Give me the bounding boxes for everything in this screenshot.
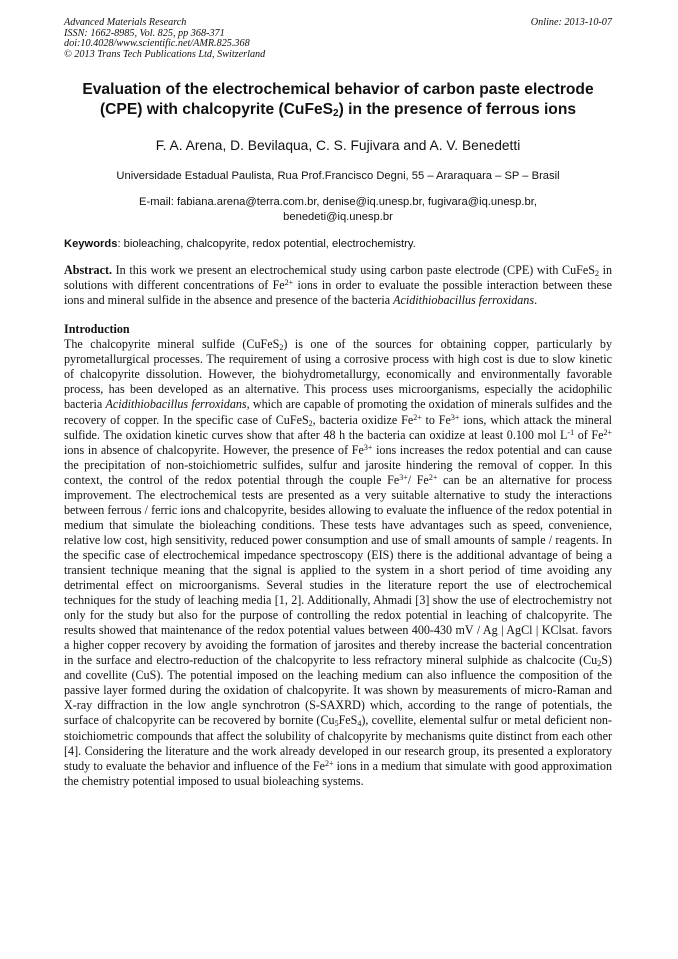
intro-sup: 3+ [399,472,408,482]
intro-sup: 3+ [363,442,373,452]
abstract-text: ions in order to evaluate the possible interaction between these ions and mineral sulfide in the absence and presence of the bacteria [64,278,612,308]
title-subscript: 2 [333,108,339,119]
journal-doi: doi:10.4028/www.scientific.net/AMR.825.368 [64,38,250,50]
intro-sub: 5 [334,719,339,729]
title-line-2b: ) in the presence of ferrous ions [338,101,577,118]
intro-text: can be an alternative for process improvement. The electrochemical tests are presented as a very suitable alternative to study the interactions between ferrous / ferric ions and chalcopyrite, besides allowing to evaluate the influence of the redox potential in medium that simulate the bioleaching conditions. These tests have advantages such as speed, convenience, relative low cost, high sensitivity, reduced power consumption and use of small amounts of sample / reagents. In the specific case of electrochemical impedance spectroscopy (EIS) there is the additional advantage of being a transient technique meaning that the signal is applied to the system in a short period of time avoiding any detrimental effect on microorganisms. Several studies in the literature report the use of electrochemical techniques for the study of leaching media [1, 2]. Additionally, Ahmadi [3] show the use of electrochemistry not only for the study but also for the purpose of controlling the redox potential in leaching of chalcopyrite. The results showed that maintenance of the redox potential values between 400-430 mV / Ag | AgCl | KClsat. favors a higher copper recovery by avoiding the formation of jarosites and thereby increase the bacterial concentration in the surface and electro-reduction of the chalcopyrite to less refractory mineral sulphide as chalcocite (Cu [64,472,613,668]
intro-text: ions in absence of chalcopyrite. However, the presence of Fe [64,442,364,457]
abstract-text: . [534,293,538,308]
intro-sup: 2+ [413,412,422,422]
intro-text: FeS [338,713,358,728]
intro-text: ) is one of the sources for obtaining copper, particularly by pyrometallurgical processes. The requirement of using a corrosive process with high cost is due to slow kinetic of chalcopyrite dissolution. However, the biohydrometallurgy, economically and environmentally favorable process, has been developed as an alternative. This process uses microorganisms, especially the acidophilic bacteria [64,337,613,412]
intro-text: of Fe [574,427,604,442]
journal-copyright: © 2013 Trans Tech Publications Ltd, Switzerland [64,48,266,60]
abstract-sub: 2 [594,269,599,278]
intro-sup: 2+ [603,427,613,437]
journal-header [64,0,612,58]
intro-text: ions in a medium that simulate with good approximation the chemistry potential imposed to usual bioleaching systems. [64,758,612,788]
online-date: Online: 2013-10-07 [530,17,612,28]
intro-sup: 2+ [324,758,334,768]
intro-text: , which are capable of promoting the oxidation of minerals sulfides and the recovery of copper. In the specific case of CuFeS [64,397,613,427]
email-line-1: E-mail: fabiana.arena@terra.com.br, denise@iq.unesp.br, fugivara@iq.unesp.br, [139,196,537,208]
keywords-label: Keywords [64,238,118,250]
section-heading-introduction: Introduction [64,322,130,337]
intro-text: , bacteria oxidize Fe [312,412,414,427]
intro-text: ions, which attack the mineral sulfide. The oxidation kinetic curves show that after 48 h the bacteria can oxidize at least 0.100 mol L [64,412,612,442]
abstract-text: in solutions with different concentrations of Fe [64,263,612,293]
intro-sub: 2 [279,343,284,353]
intro-text: to Fe [421,412,451,427]
intro-text: ), covellite, elemental sulfur or metal deficient non-stoichiometric compounds that affect the solubility of chalcopyrite by mechanisms quite distinct from each other [4]. Considering the literature and the work already developed in our research group, its presented a exploratory study to evaluate the behavior and influence of the Fe [64,713,612,773]
intro-sub: 2 [597,659,602,669]
journal-issn: ISSN: 1662-8985, Vol. 825, pp 368-371 [64,27,225,39]
intro-species: Acidithiobacillus ferroxidans [105,397,247,412]
intro-sub: 4 [357,719,362,729]
email-line-2: benedeti@iq.unesp.br [283,211,393,223]
abstract-label: Abstract. [64,263,113,277]
introduction-paragraph [64,337,612,788]
intro-text: The chalcopyrite mineral sulfide (CuFeS [64,337,280,352]
intro-sub: 2 [308,418,313,428]
intro-sup: 2+ [428,472,438,482]
intro-text: S) and covellite (CuS). The potential imposed on the leaching medium can also influence the composition of the passive layer formed during the oxidation of chalcopyrite. It was shown by measurements of micro-Raman and X-ray diffraction in the low angle synchrotron (S-SAXRD) which, according to the range of potentials, the surface of chalcopyrite can be recovered by bornite (Cu [64,653,612,728]
intro-sup: -1 [567,427,575,437]
journal-name: Advanced Materials Research [64,17,187,28]
intro-text: ions increases the redox potential and can cause the precipitation of non-stoichiometric sulfides, sulfur and jarosite hindering the removal of copper. In this context, the control of the redox potential through the couple Fe [64,442,612,487]
intro-text: / Fe [407,472,429,487]
paper-title [64,80,612,120]
title-line-1: Evaluation of the electrochemical behavior of carbon paste electrode [82,81,594,98]
journal-info [64,18,612,60]
title-line-2a: (CPE) with chalcopyrite (CuFeS [99,101,334,118]
author-list: F. A. Arena, D. Bevilaqua, C. S. Fujivara and A. V. Benedetti [155,138,521,153]
abstract-sup: 2+ [284,278,294,288]
intro-sup: 3+ [450,412,460,422]
affiliation: Universidade Estadual Paulista, Rua Prof.Francisco Degni, 55 – Araraquara – SP – Brasil [116,170,560,182]
keywords [64,238,612,250]
abstract [64,263,612,308]
abstract-text: In this work we present an electrochemical study using carbon paste electrode (CPE) with CuFeS [112,263,595,277]
email-list [64,195,612,225]
keywords-text: : bioleaching, chalcopyrite, redox potential, electrochemistry. [117,238,416,250]
abstract-species: Acidithiobacillus ferroxidans [393,293,535,308]
